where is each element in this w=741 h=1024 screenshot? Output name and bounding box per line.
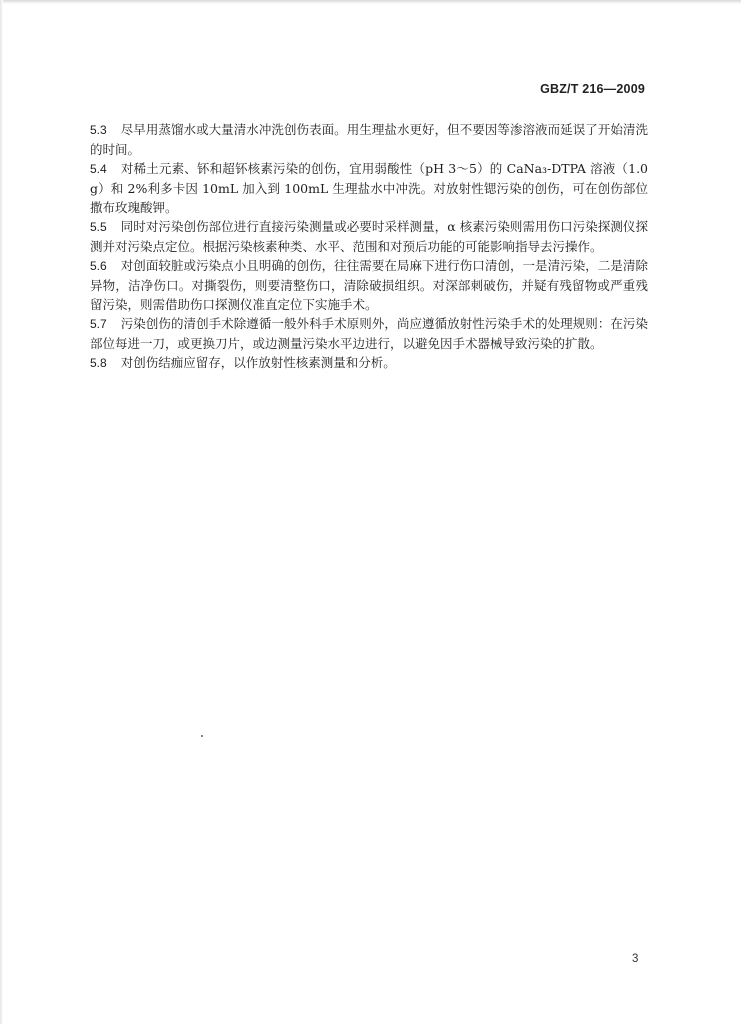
clause-number: 5.5 — [90, 220, 107, 234]
clause-number: 5.3 — [90, 123, 107, 137]
clause-number: 5.6 — [90, 259, 107, 273]
clause-5-5 — [90, 217, 648, 256]
document-body — [90, 120, 648, 373]
clause-5-8 — [90, 353, 648, 373]
clause-5-7 — [90, 314, 648, 353]
clause-text: 污染创伤的清创手术除遵循一般外科手术原则外，尚应遵循放射性污染手术的处理规则：在污染部位每进一刀，或更换刀片，或边测量污染水平边进行，以避免因手术器械导致污染的扩散。 — [90, 316, 648, 351]
standard-code: GBZ/T 216—2009 — [540, 82, 645, 96]
clause-5-6 — [90, 256, 648, 314]
clause-number: 5.7 — [90, 317, 107, 331]
clause-number: 5.4 — [90, 162, 107, 176]
clause-5-4 — [90, 159, 648, 217]
clause-text: 对创伤结痂应留存，以作放射性核素测量和分析。 — [120, 355, 396, 370]
page-number: 3 — [632, 953, 639, 965]
scan-speck — [201, 735, 203, 737]
scan-edge-left — [0, 0, 3, 1024]
clause-text: 同时对污染创伤部位进行直接污染测量或必要时采样测量，α 核素污染则需用伤口污染探测仪探测并对污染点定位。根据污染核素种类、水平、范围和对预后功能的可能影响指导去污操作。 — [90, 219, 648, 254]
clause-text: 对创面较脏或污染点小且明确的创伤，往往需要在局麻下进行伤口清创，一是清污染，二是清除异物，洁净伤口。对撕裂伤，则要清整伤口，清除破损组织。对深部刺破伤，并疑有残留物或严重残留污染，则需借助伤口探测仪准直定位下实施手术。 — [90, 258, 648, 312]
clause-5-3 — [90, 120, 648, 159]
scan-edge-top — [0, 0, 741, 4]
clause-number: 5.8 — [90, 356, 107, 370]
clause-text: 对稀土元素、钚和超钚核素污染的创伤，宜用弱酸性（pH 3～5）的 CaNa₃-DTPA 溶液（1.0g）和 2%利多卡因 10mL 加入到 100mL 生理盐水中冲洗。对放射性锶污染的创伤，可在创伤部位撒布玫瑰酸钾。 — [90, 161, 648, 215]
clause-text: 尽早用蒸馏水或大量清水冲洗创伤表面。用生理盐水更好，但不要因等渗溶液而延误了开始清洗的时间。 — [90, 122, 648, 157]
